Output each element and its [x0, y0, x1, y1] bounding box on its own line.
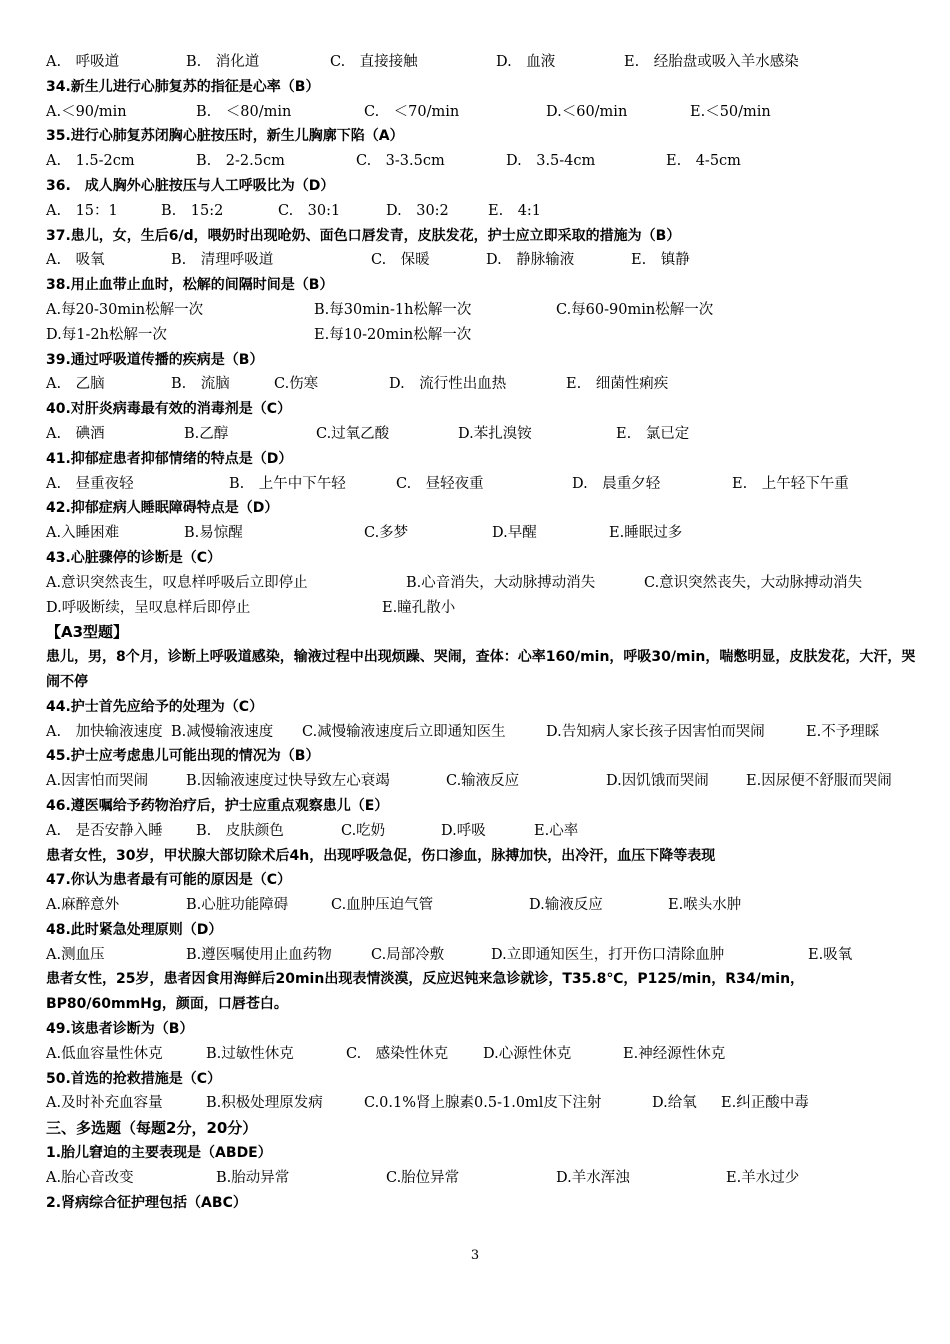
answer-option: D.因饥饿而哭闹: [606, 773, 709, 790]
answer-option: D.早醒: [492, 525, 537, 542]
answer-option: B. 皮肤颜色: [196, 822, 284, 839]
question-stem: 45.护士应考虑患儿可能出现的情况为（B）: [46, 748, 320, 765]
option-row: [46, 571, 916, 596]
answer-option: B. 清理呼吸道: [171, 252, 274, 269]
answer-option: C. ＜70/min: [364, 103, 460, 120]
answer-option: C. 30:1: [278, 202, 341, 219]
answer-option: B. 消化道: [186, 54, 260, 70]
answer-option: B. ＜80/min: [196, 103, 292, 120]
answer-option: E.吸氧: [808, 946, 853, 963]
answer-option: B.每30min-1h松解一次: [314, 301, 472, 318]
answer-option: E. 4:1: [488, 202, 542, 219]
answer-option: D.告知病人家长孩子因害怕而哭闹: [546, 723, 765, 740]
question-stem: 37.患儿，女，生后6/d，喂奶时出现呛奶、面色口唇发青，皮肤发花，护士应立即采取的措施为（B）: [46, 227, 681, 244]
page-number: 3: [470, 1248, 480, 1263]
answer-option: E.瞳孔散小: [382, 599, 456, 616]
question-stem: 49.该患者诊断为（B）: [46, 1021, 194, 1038]
answer-option: A. 是否安静入睡: [46, 822, 163, 839]
option-row: [46, 372, 916, 397]
answer-option: D.心源性休克: [483, 1045, 572, 1062]
question-stem: 41.抑郁症患者抑郁情绪的特点是（D）: [46, 450, 293, 467]
answer-option: D. 流行性出血热: [389, 376, 507, 393]
option-row: [46, 248, 916, 273]
question-stem: 2.肾病综合征护理包括（ABC）: [46, 1194, 247, 1211]
answer-option: A.＜90/min: [46, 103, 127, 120]
answer-option: E. 氯已定: [616, 425, 690, 442]
question-stem: 48.此时紧急处理原则（D）: [46, 921, 223, 938]
option-row: [46, 769, 916, 794]
option-row: [46, 298, 916, 323]
answer-option: A.及时补充血容量: [46, 1095, 163, 1112]
answer-option: E. 上午轻下午重: [732, 475, 849, 492]
answer-option: B.过敏性休克: [206, 1045, 294, 1062]
answer-option: B. 上午中下午轻: [229, 475, 346, 492]
answer-option: A. 昼重夜轻: [46, 475, 134, 492]
answer-option: B.心脏功能障碍: [186, 897, 289, 914]
answer-option: A. 乙脑: [46, 376, 105, 393]
option-row: [46, 893, 916, 918]
answer-option: A. 1.5-2cm: [46, 153, 135, 170]
section-heading: 三、多选题（每题2分，20分）: [46, 1119, 258, 1138]
answer-option: E.每10-20min松解一次: [314, 326, 472, 343]
answer-option: C.胎位异常: [386, 1169, 460, 1186]
answer-option: E.羊水过少: [726, 1169, 800, 1186]
section-heading: 【A3型题】: [46, 623, 129, 642]
answer-option: C.过氧乙酸: [316, 425, 390, 442]
question-stem: 1.胎儿窘迫的主要表现是（ABDE）: [46, 1145, 272, 1162]
answer-option: B. 流脑: [171, 376, 230, 393]
answer-option: C.多梦: [364, 525, 409, 542]
question-stem: 40.对肝炎病毒最有效的消毒剂是（C）: [46, 401, 292, 418]
question-stem: 38.用止血带止血时，松解的间隔时间是（B）: [46, 277, 334, 294]
answer-option: D.立即通知医生，打开伤口清除血肿: [491, 946, 725, 963]
option-row: [46, 1091, 916, 1116]
answer-option: E.睡眠过多: [609, 525, 683, 542]
question-stem: 42.抑郁症病人睡眠障碍特点是（D）: [46, 500, 279, 517]
answer-option: A. 15：1: [46, 202, 118, 219]
answer-option: C.意识突然丧失，大动脉搏动消失: [644, 574, 863, 591]
answer-option: D.给氧: [652, 1095, 697, 1112]
answer-option: D.＜60/min: [546, 103, 628, 120]
answer-option: C.输液反应: [446, 773, 520, 790]
answer-option: D. 血液: [496, 54, 556, 70]
answer-option: E.因尿便不舒服而哭闹: [746, 773, 892, 790]
answer-option: C.减慢输液速度后立即通知医生: [302, 723, 506, 740]
option-row: [46, 50, 916, 75]
answer-option: C. 昼轻夜重: [396, 475, 484, 492]
option-row: [46, 819, 916, 844]
answer-option: C.0.1%肾上腺素0.5-1.0ml皮下注射: [364, 1095, 602, 1112]
answer-option: B. 2-2.5cm: [196, 153, 285, 170]
answer-option: B.心音消失，大动脉搏动消失: [406, 574, 596, 591]
answer-option: C.血肿压迫气管: [331, 897, 434, 914]
answer-option: B.遵医嘱使用止血药物: [186, 946, 332, 963]
answer-option: D. 静脉输液: [486, 252, 575, 269]
answer-option: A.因害怕而哭闹: [46, 773, 149, 790]
option-row: [46, 596, 916, 621]
option-row: [46, 1042, 916, 1067]
answer-option: C.局部冷敷: [371, 946, 445, 963]
question-stem: 43.心脏骤停的诊断是（C）: [46, 549, 222, 566]
option-row: [46, 521, 916, 546]
answer-option: E.心率: [534, 822, 579, 839]
answer-option: E.纠正酸中毒: [721, 1095, 809, 1112]
answer-option: B.易惊醒: [184, 525, 243, 542]
answer-option: D. 晨重夕轻: [572, 475, 661, 492]
option-row: [46, 199, 916, 224]
question-stem: 46.遵医嘱给予药物治疗后，护士应重点观察患儿（E）: [46, 797, 389, 814]
answer-option: E.喉头水肿: [668, 897, 742, 914]
answer-option: A.每20-30min松解一次: [46, 301, 204, 318]
option-row: [46, 100, 916, 125]
answer-option: E.＜50/min: [690, 103, 771, 120]
option-row: [46, 472, 916, 497]
answer-option: E. 4-5cm: [666, 153, 741, 170]
answer-option: D. 3.5-4cm: [506, 153, 596, 170]
answer-option: A.胎心音改变: [46, 1169, 134, 1186]
answer-option: B.胎动异常: [216, 1169, 290, 1186]
answer-option: D.呼吸: [441, 822, 486, 839]
document-page: [46, 50, 916, 1215]
answer-option: A. 吸氧: [46, 252, 105, 269]
answer-option: A.低血容量性休克: [46, 1045, 163, 1062]
answer-option: D.输液反应: [529, 897, 603, 914]
answer-option: D. 30:2: [386, 202, 449, 219]
answer-option: B.积极处理原发病: [206, 1095, 323, 1112]
answer-option: C.每60-90min松解一次: [556, 301, 714, 318]
answer-option: D.呼吸断续，呈叹息样后即停止: [46, 599, 251, 616]
question-stem: 36. 成人胸外心脏按压与人工呼吸比为（D）: [46, 177, 335, 194]
answer-option: A. 加快输液速度: [46, 723, 163, 740]
option-row: [46, 1166, 916, 1191]
question-stem: 47.你认为患者最有可能的原因是（C）: [46, 872, 292, 889]
answer-option: B.减慢输液速度: [171, 723, 274, 740]
answer-option: D.羊水浑浊: [556, 1169, 630, 1186]
answer-option: E. 细菌性痢疾: [566, 376, 669, 393]
answer-option: C. 3-3.5cm: [356, 153, 445, 170]
answer-option: C.伤寒: [274, 376, 319, 393]
answer-option: A.入睡困难: [46, 525, 120, 542]
question-stem: 35.进行心肺复苏闭胸心脏按压时，新生儿胸廓下陷（A）: [46, 128, 404, 145]
answer-option: A. 碘酒: [46, 425, 105, 442]
option-row: [46, 149, 916, 174]
option-row: [46, 422, 916, 447]
answer-option: E. 镇静: [631, 252, 690, 269]
answer-option: A.测血压: [46, 946, 105, 963]
question-stem: 39.通过呼吸道传播的疾病是（B）: [46, 351, 264, 368]
option-row: [46, 323, 916, 348]
case-description: 患儿，男，8个月，诊断上呼吸道感染，输液过程中出现烦躁、哭闹，查体：心率160/min，呼吸30/min，喘憋明显，皮肤发花，大汗，哭闹不停: [46, 649, 916, 690]
answer-option: A.意识突然丧生，叹息样呼吸后立即停止: [46, 574, 308, 591]
answer-option: C. 直接接触: [330, 54, 418, 70]
answer-option: C. 保暖: [371, 252, 430, 269]
answer-option: E. 经胎盘或吸入羊水感染: [624, 54, 799, 70]
option-row: [46, 943, 916, 968]
answer-option: C.吃奶: [341, 822, 386, 839]
question-stem: 50.首选的抢救措施是（C）: [46, 1070, 222, 1087]
answer-option: E.不予理睬: [806, 723, 880, 740]
case-description: 患者女性，30岁，甲状腺大部切除术后4h，出现呼吸急促，伤口渗血，脉搏加快，出冷汗，血压下降等表现: [46, 847, 716, 864]
answer-option: A. 呼吸道: [46, 54, 120, 70]
answer-option: B.乙醇: [184, 425, 229, 442]
answer-option: B.因输液速度过快导致左心衰竭: [186, 773, 390, 790]
case-description: 患者女性，25岁，患者因食用海鲜后20min出现表情淡漠，反应迟钝来急诊就诊，T35.8℃，P125/min，R34/min，BP80/60mmHg，颜面，口唇苍白。: [46, 971, 805, 1013]
answer-option: D.苯扎溴铵: [458, 425, 532, 442]
answer-option: B. 15:2: [161, 202, 224, 219]
answer-option: D.每1-2h松解一次: [46, 326, 167, 343]
question-stem: 34.新生儿进行心肺复苏的指征是心率（B）: [46, 78, 320, 95]
answer-option: E.神经源性休克: [623, 1045, 726, 1062]
answer-option: A.麻醉意外: [46, 897, 120, 914]
option-row: [46, 720, 916, 745]
question-stem: 44.护士首先应给予的处理为（C）: [46, 698, 264, 715]
answer-option: C. 感染性休克: [346, 1045, 449, 1062]
